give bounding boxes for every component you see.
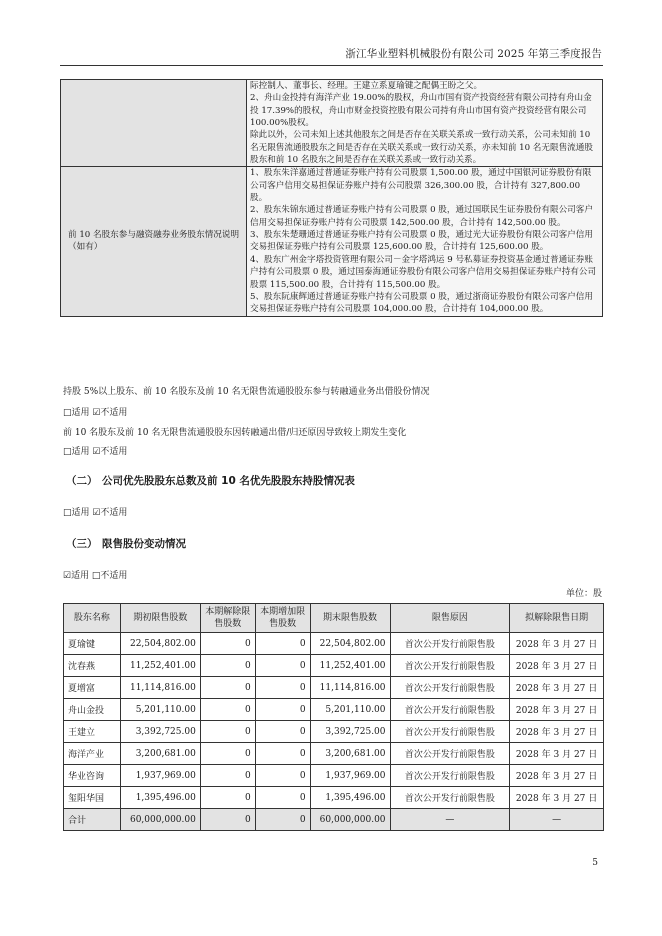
section-heading-preferred-shares [66,473,355,488]
column-header: 期末限售股数 [310,604,390,633]
total-label: 合计 [64,809,121,831]
section-number: （三） [66,538,98,550]
opening-restricted-shares: 11,114,816.00 [120,677,200,699]
released-shares: 0 [200,787,255,809]
released-shares: 0 [200,743,255,765]
column-header: 本期增加限售股数 [255,604,310,633]
relations-paragraph: 2、舟山金投持有海洋产业 19.00%的股权，舟山市国有资产投资经营有限公司持有舟山金投 17.39%的股权，舟山市财金投资控股有限公司持有舟山市国有资产投资经营有限公司 100.00%股权。 [250,93,592,129]
applicability-checkbox-3: □适用 ☑不适用 [63,508,128,518]
planned-release-date: 2028 年 3 月 27 日 [510,655,604,677]
released-shares: 0 [200,699,255,721]
opening-restricted-shares: 1,395,496.00 [120,787,200,809]
opening-restricted-shares: 3,200,681.00 [120,743,200,765]
shareholder-name: 玺阳华国 [64,787,121,809]
added-restricted-shares: 0 [255,787,310,809]
margin-trading-paragraph: 4、股东广州金字塔投资管理有限公司－金字塔鸿运 9 号私募证券投资基金通过普通证券账户持有公司股票 0 股，通过国泰海通证券股份有限公司客户信用交易担保证券账户持有公司股票 115,500.00 股，合计持有 115,500.00 股。 [250,254,597,290]
added-restricted-shares: 0 [255,743,310,765]
planned-release-date: 2028 年 3 月 27 日 [510,787,604,809]
planned-release-date: 2028 年 3 月 27 日 [510,721,604,743]
restriction-reason: 首次公开发行前限售股 [390,655,510,677]
planned-release-date: 2028 年 3 月 27 日 [510,633,604,655]
shareholder-name: 夏瑜键 [64,633,121,655]
closing-restricted-shares: 11,252,401.00 [310,655,390,677]
table-row [64,721,604,743]
column-header: 股东名称 [64,604,121,633]
restriction-reason: 首次公开发行前限售股 [390,699,510,721]
added-restricted-shares: 0 [255,721,310,743]
closing-restricted-shares: 22,504,802.00 [310,633,390,655]
margin-trading-paragraph: 3、股东朱楚珊通过普通证券账户持有公司股票 0 股，通过光大证券股份有限公司客户信用交易担保证券账户持有公司股票 125,600.00 股，合计持有 125,600.00 股。 [250,230,593,253]
total-reason-dash: — [390,809,510,831]
applicability-checkbox-2: □适用 ☑不适用 [63,447,128,457]
page-number: 5 [592,858,598,868]
shareholder-name: 华业咨询 [64,765,121,787]
securities-lending-statement: 持股 5%以上股东、前 10 名股东及前 10 名无限售流通股股东参与转融通业务出借股份情况 [63,387,430,397]
restriction-reason: 首次公开发行前限售股 [390,743,510,765]
column-header: 期初限售股数 [120,604,200,633]
margin-trading-paragraph: 2、股东朱锦东通过普通证券账户持有公司股票 0 股，通过国联民生证券股份有限公司客户信用交易担保证券账户持有公司股票 142,500.00 股，合计持有 142,500.00 股。 [250,205,593,228]
shareholder-name: 夏增富 [64,677,121,699]
released-shares: 0 [200,655,255,677]
unit-label: 单位：股 [565,589,602,599]
table-row [64,633,604,655]
added-restricted-shares: 0 [255,677,310,699]
section-heading-restricted-shares [66,536,186,551]
closing-restricted-shares: 3,392,725.00 [310,721,390,743]
total-closing-shares: 60,000,000.00 [310,809,390,831]
table-row [64,699,604,721]
shareholder-relations-table [60,79,603,317]
margin-trading-paragraph: 1、股东朱洋嘉通过普通证券账户持有公司股票 1,500.00 股，通过中国银河证券股份有限公司客户信用交易担保证券账户持有公司股票 326,300.00 股，合计持有 327,800.00 股。 [250,168,592,204]
released-shares: 0 [200,677,255,699]
restriction-reason: 首次公开发行前限售股 [390,787,510,809]
added-restricted-shares: 0 [255,765,310,787]
closing-restricted-shares: 1,395,496.00 [310,787,390,809]
opening-restricted-shares: 1,937,969.00 [120,765,200,787]
planned-release-date: 2028 年 3 月 27 日 [510,677,604,699]
shareholder-name: 王建立 [64,721,121,743]
shareholder-name: 海洋产业 [64,743,121,765]
restriction-reason: 首次公开发行前限售股 [390,633,510,655]
margin-trading-paragraph: 5、股东阮康辉通过普通证券账户持有公司股票 0 股，通过浙商证券股份有限公司客户信用交易担保证券账户持有公司股票 104,000.00 股，合计持有 104,000.00 股。 [250,291,593,315]
added-restricted-shares: 0 [255,699,310,721]
restricted-shares-table [63,603,604,831]
table-row [64,743,604,765]
closing-restricted-shares: 1,937,969.00 [310,765,390,787]
released-shares: 0 [200,721,255,743]
restriction-reason: 首次公开发行前限售股 [390,677,510,699]
restriction-reason: 首次公开发行前限售股 [390,721,510,743]
table-row [64,677,604,699]
opening-restricted-shares: 5,201,110.00 [120,699,200,721]
relations-paragraph: 际控制人、董事长、经理。王建立系夏瑜键之配偶王盼之父。 [250,81,483,91]
lending-change-statement: 前 10 名股东及前 10 名无限售流通股股东因转融通出借/归还原因导致较上期发生变化 [63,428,407,438]
section-title: 公司优先股股东总数及前 10 名优先股股东持股情况表 [102,475,355,487]
total-date-dash: — [510,809,604,831]
planned-release-date: 2028 年 3 月 27 日 [510,765,604,787]
section-title: 限售股份变动情况 [102,538,186,550]
total-released-shares: 0 [200,809,255,831]
total-opening-shares: 60,000,000.00 [120,809,200,831]
table-row [64,655,604,677]
report-header-title: 浙江华业塑料机械股份有限公司 2025 年第三季度报告 [345,48,602,60]
closing-restricted-shares: 3,200,681.00 [310,743,390,765]
shareholder-name: 沈春燕 [64,655,121,677]
header-divider [60,65,603,66]
column-header: 拟解除限售日期 [510,604,604,633]
relations-label-cell [61,80,247,167]
shareholder-name: 舟山金投 [64,699,121,721]
relations-content-cell [247,80,603,167]
added-restricted-shares: 0 [255,655,310,677]
total-added-shares: 0 [255,809,310,831]
margin-trading-row [61,167,603,316]
restriction-reason: 首次公开发行前限售股 [390,765,510,787]
opening-restricted-shares: 22,504,802.00 [120,633,200,655]
relations-row [61,80,603,167]
planned-release-date: 2028 年 3 月 27 日 [510,699,604,721]
margin-trading-content-cell [247,167,603,316]
table-header-row [64,604,604,633]
relations-paragraph: 除此以外，公司未知上述其他股东之间是否存在关联关系或一致行动关系，公司未知前 10 名无限售流通股股东之间是否存在关联关系或一致行动关系，亦未知前 10 名无限售流通股股东和前 10 名股东之间是否存在关联关系或一致行动关系。 [250,130,593,166]
table-row [64,765,604,787]
planned-release-date: 2028 年 3 月 27 日 [510,743,604,765]
applicability-checkbox-1: □适用 ☑不适用 [63,408,128,418]
section-number: （二） [66,475,98,487]
released-shares: 0 [200,633,255,655]
closing-restricted-shares: 11,114,816.00 [310,677,390,699]
released-shares: 0 [200,765,255,787]
column-header: 本期解除限售股数 [200,604,255,633]
table-row [64,787,604,809]
applicability-checkbox-4: ☑适用 □不适用 [63,571,128,581]
column-header: 限售原因 [390,604,510,633]
table-total-row [64,809,604,831]
added-restricted-shares: 0 [255,633,310,655]
closing-restricted-shares: 5,201,110.00 [310,699,390,721]
margin-trading-label: 前 10 名股东参与融资融券业务股东情况说明（如有） [61,167,247,316]
opening-restricted-shares: 3,392,725.00 [120,721,200,743]
opening-restricted-shares: 11,252,401.00 [120,655,200,677]
